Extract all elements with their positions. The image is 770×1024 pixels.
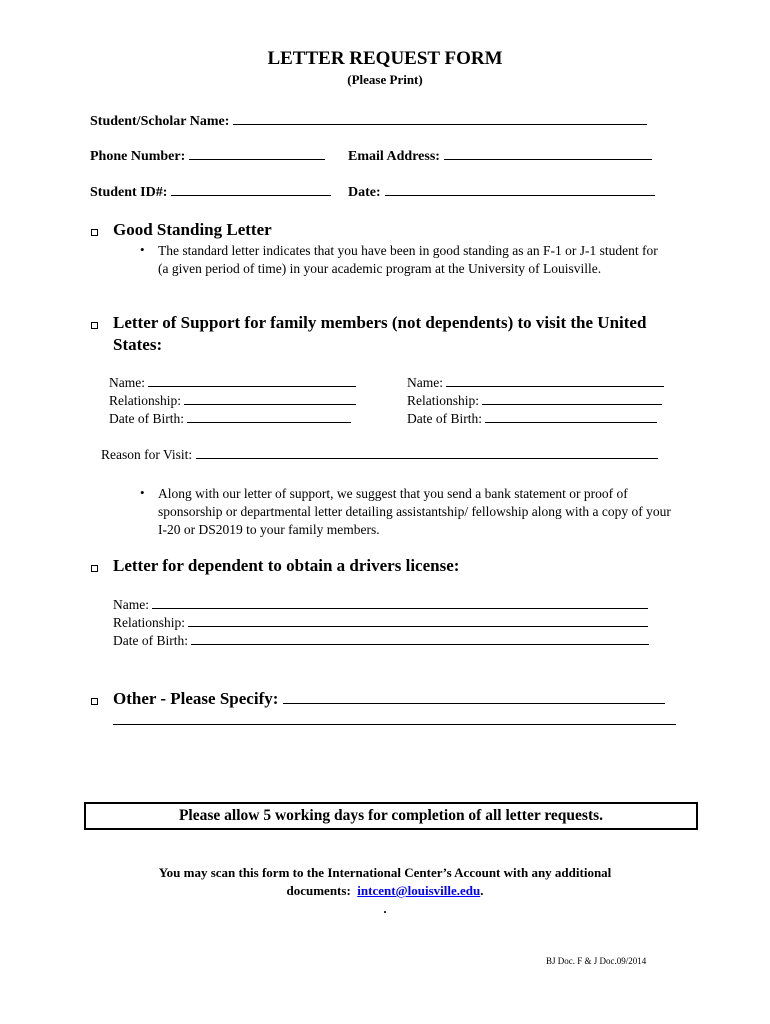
- support-dob-1-label: Date of Birth:: [109, 411, 184, 426]
- support-name-1[interactable]: [109, 375, 356, 391]
- phone-line[interactable]: [189, 159, 325, 160]
- dependent-name[interactable]: [113, 597, 648, 613]
- dependent-name-line[interactable]: [152, 608, 648, 609]
- completion-notice: Please allow 5 working days for completion of all letter requests.: [84, 802, 698, 830]
- form-title: LETTER REQUEST FORM: [267, 48, 503, 69]
- support-relationship-1-line[interactable]: [184, 404, 356, 405]
- other-heading: Other - Please Specify:: [113, 689, 279, 708]
- support-heading-line1: Letter of Support for family members (not dependents) to visit the United: [113, 313, 647, 332]
- dependent-heading: Letter for dependent to obtain a drivers license:: [113, 556, 460, 575]
- document-code-footer: BJ Doc. F & J Doc.09/2014: [546, 956, 647, 966]
- support-dob-1[interactable]: [109, 411, 351, 427]
- student-name-field[interactable]: [90, 114, 647, 130]
- student-id-label: Student ID#:: [90, 185, 168, 200]
- phone-label: Phone Number:: [90, 149, 186, 164]
- scan-period: .: [480, 883, 484, 898]
- support-dob-2-line[interactable]: [485, 422, 657, 423]
- phone-field[interactable]: [90, 149, 325, 165]
- email-link[interactable]: intcent@louisville.edu: [357, 883, 481, 898]
- other-line-1[interactable]: [283, 703, 665, 704]
- dependent-dob[interactable]: [113, 633, 649, 649]
- support-relationship-1-label: Relationship:: [109, 393, 181, 408]
- support-relationship-2[interactable]: [407, 393, 662, 409]
- bullet-dot: •: [140, 242, 145, 257]
- email-field[interactable]: [348, 149, 652, 165]
- support-relationship-2-line[interactable]: [482, 404, 662, 405]
- dependent-dob-line[interactable]: [191, 644, 649, 645]
- good-standing-heading: Good Standing Letter: [113, 220, 272, 239]
- form-subtitle: (Please Print): [347, 72, 423, 87]
- support-name-1-line[interactable]: [148, 386, 356, 387]
- support-name-2-line[interactable]: [446, 386, 664, 387]
- other-line-2[interactable]: [113, 724, 676, 725]
- email-line[interactable]: [444, 159, 652, 160]
- dependent-name-label: Name:: [113, 597, 149, 612]
- support-description: Along with our letter of support, we suggest that you send a bank statement or proof of sponsorship or departmental letter detailing assistantship/ fellowship along with a copy of your I-20 or DS2019 to your family members.: [158, 486, 671, 537]
- support-dob-2[interactable]: [407, 411, 657, 427]
- dependent-relationship-label: Relationship:: [113, 615, 185, 630]
- dependent-dob-label: Date of Birth:: [113, 633, 188, 648]
- support-letter-checkbox[interactable]: [91, 322, 98, 329]
- reason-for-visit-label: Reason for Visit:: [101, 447, 193, 462]
- support-dob-2-label: Date of Birth:: [407, 411, 482, 426]
- scan-dot: .: [383, 901, 387, 916]
- scan-documents-label: documents:: [286, 883, 351, 898]
- good-standing-checkbox[interactable]: [91, 229, 98, 236]
- support-relationship-1[interactable]: [109, 393, 356, 409]
- support-name-2-label: Name:: [407, 375, 443, 390]
- date-label: Date:: [348, 185, 381, 200]
- support-relationship-2-label: Relationship:: [407, 393, 479, 408]
- student-id-line[interactable]: [171, 195, 331, 196]
- dependent-relationship[interactable]: [113, 615, 648, 631]
- student-id-field[interactable]: [90, 185, 331, 201]
- date-field[interactable]: [348, 185, 655, 201]
- dependent-letter-checkbox[interactable]: [91, 565, 98, 572]
- date-line[interactable]: [385, 195, 655, 196]
- support-name-2[interactable]: [407, 375, 664, 391]
- bullet-dot: •: [140, 485, 145, 500]
- dependent-relationship-line[interactable]: [188, 626, 648, 627]
- good-standing-description: The standard letter indicates that you have been in good standing as an F-1 or J-1 student for (a given period of time) in your academic program at the University of Louisville.: [158, 243, 658, 276]
- email-label: Email Address:: [348, 149, 440, 164]
- reason-for-visit-line[interactable]: [196, 458, 658, 459]
- scan-instructions-line2: [0, 883, 770, 899]
- other-checkbox[interactable]: [91, 698, 98, 705]
- scan-instructions-line1: You may scan this form to the International Center’s Account with any additional: [158, 865, 612, 880]
- student-name-label: Student/Scholar Name:: [90, 114, 230, 129]
- reason-for-visit-field[interactable]: [101, 447, 658, 463]
- support-heading-line2: States:: [113, 335, 163, 354]
- other-field[interactable]: [113, 689, 665, 709]
- support-dob-1-line[interactable]: [187, 422, 351, 423]
- student-name-line[interactable]: [233, 124, 647, 125]
- support-name-1-label: Name:: [109, 375, 145, 390]
